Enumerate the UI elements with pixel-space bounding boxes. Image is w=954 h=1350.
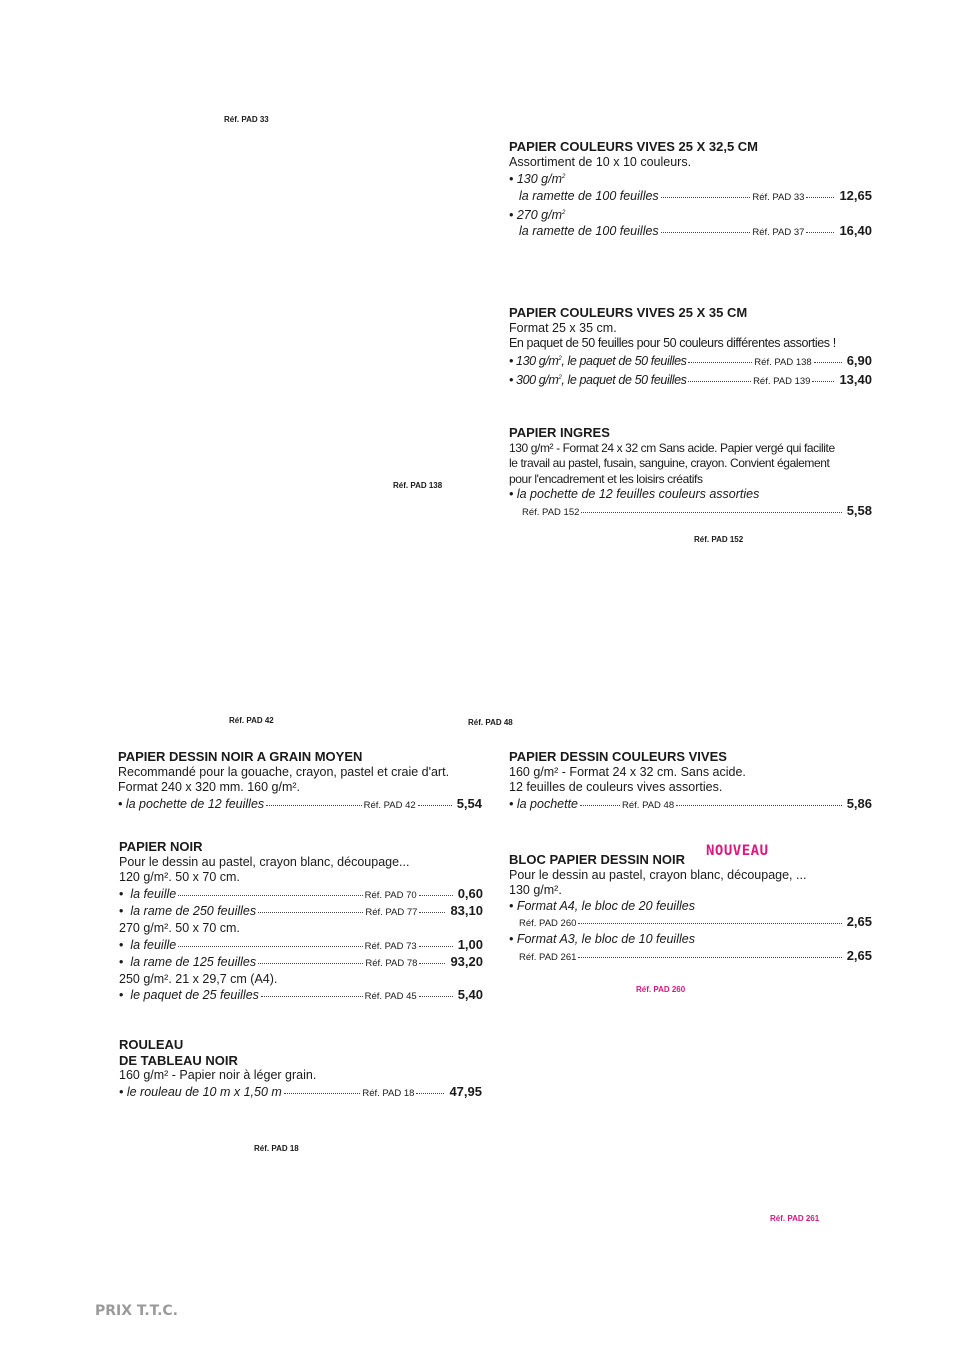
item-ref: Réf. PAD 261 [519,951,577,963]
product-title: PAPIER INGRES [509,425,610,440]
caption-pad42: Réf. PAD 42 [229,716,274,725]
product-description: Format 240 x 320 mm. 160 g/m². [118,780,301,795]
item-label: • Format A3, le bloc de 10 feuilles [509,931,695,946]
caption-pad48: Réf. PAD 48 [468,718,513,727]
item-label: • la pochette [509,796,579,811]
item-label: la ramette de 100 feuilles [519,188,659,203]
item-ref: Réf. PAD 70 [364,889,417,901]
price-row: • la rame de 250 feuilles Réf. PAD 77 83,10 [119,903,483,921]
product-papier-noir [119,839,483,1005]
item-price: 83,10 [450,903,483,919]
caption-pad260: Réf. PAD 260 [636,985,686,994]
item-ref: Réf. PAD 77 [365,907,418,919]
caption-pad261: Réf. PAD 261 [770,1214,820,1223]
item-price: 2,65 [846,947,872,963]
item-ref: Réf. PAD 45 [364,991,417,1003]
caption-pad18: Réf. PAD 18 [254,1144,299,1153]
item-ref: Réf. PAD 138 [754,356,812,368]
price-row [119,1084,482,1102]
price-row: • la feuille Réf. PAD 73 1,00 [119,937,483,955]
product-title: PAPIER NOIR [119,839,203,854]
product-title: PAPIER DESSIN NOIR A GRAIN MOYEN [118,749,363,764]
item-label: la rame de 125 feuilles [130,955,257,970]
price-row [509,503,872,521]
price-row [509,914,872,932]
item-label: • le rouleau de 10 m x 1,50 m [119,1084,282,1099]
product-rouleau-tableau-noir [119,1037,482,1101]
product-bloc-papier-dessin-noir [509,852,872,965]
grammage-line: 250 g/m². 21 x 29,7 cm (A4). [119,971,278,986]
product-description: Recommandé pour la gouache, crayon, pastel et craie d'art. [118,764,450,779]
product-description: 160 g/m² - Format 24 x 32 cm. Sans acide. [509,764,746,779]
item-price: 0,60 [457,885,483,901]
product-title: PAPIER DESSIN COULEURS VIVES [509,749,727,764]
item-price: 6,90 [846,352,872,368]
item-label: la feuille [130,937,177,952]
item-ref: Réf. PAD 73 [364,940,417,952]
caption-pad33: Réf. PAD 33 [224,115,269,124]
product-title: ROULEAU [119,1037,184,1052]
price-row [509,352,872,371]
product-description: Assortiment de 10 x 10 couleurs. [509,154,692,169]
price-row [509,948,872,966]
item-ref: Réf. PAD 33 [752,191,805,203]
item-label: le paquet de 25 feuilles [130,988,259,1003]
item-ref: Réf. PAD 48 [622,799,675,811]
product-title: BLOC PAPIER DESSIN NOIR [509,852,686,867]
item-price: 1,00 [457,936,483,952]
item-ref: Réf. PAD 152 [522,506,580,518]
product-description: le travail au pastel, fusain, sanguine, crayon. Convient également [509,456,830,471]
product-description: 160 g/m² - Papier noir à léger grain. [119,1068,317,1083]
price-row [509,188,872,206]
product-papier-ingres [509,425,872,521]
product-papier-dessin-noir-grain-moyen [118,749,482,813]
item-label: • 300 $g/m^2$, le paquet de 50 feuilles [509,372,687,387]
price-row [509,796,872,814]
grammage-line: • 270 $g/m^2$ [509,207,566,222]
item-label: la rame de 250 feuilles [130,904,257,919]
item-label: • la pochette de 12 feuilles couleurs assorties [509,487,760,502]
nouveau-badge: NOUVEAU [706,843,769,859]
price-row: • le paquet de 25 feuilles Réf. PAD 45 5,40 [119,987,483,1005]
price-row [509,223,872,241]
price-row: • la rame de 125 feuilles Réf. PAD 78 93,20 [119,954,483,972]
product-description: 12 feuilles de couleurs vives assorties. [509,780,723,795]
item-label: • Format A4, le bloc de 20 feuilles [509,898,695,913]
price-row: • la feuille Réf. PAD 70 0,60 [119,886,483,904]
item-ref: Réf. PAD 260 [519,918,577,930]
item-price: 5,86 [846,795,872,811]
product-description: Pour le dessin au pastel, crayon blanc, découpage, ... [509,867,807,882]
product-title: DE TABLEAU NOIR [119,1052,238,1068]
item-label: • 130 $g/m^2$, le paquet de 50 feuilles [509,353,687,368]
item-price: 13,40 [839,371,872,387]
grammage-line: 130 g/m². [509,883,562,898]
product-papier-couleurs-vives-25x35 [509,305,872,389]
price-row [118,796,482,814]
item-ref: Réf. PAD 42 [363,799,416,811]
product-title: PAPIER COULEURS VIVES 25 X 35 CM [509,305,748,320]
product-description: pour l'encadrement et les loisirs créatifs [509,471,703,486]
item-label: la feuille [130,886,177,901]
item-price: 2,65 [846,914,872,930]
grammage-line: • 130 $g/m^2$ [509,172,566,187]
product-description: 130 g/m² - Format 24 x 32 cm Sans acide. Papier vergé qui facilite [509,440,835,455]
item-price: 16,40 [839,223,872,239]
item-ref: Réf. PAD 139 [753,375,811,387]
item-ref: Réf. PAD 18 [362,1087,415,1099]
item-price: 47,95 [449,1083,482,1099]
item-ref: Réf. PAD 37 [752,227,805,239]
item-label: • la pochette de 12 feuilles [118,796,265,811]
footer-prix-ttc: PRIX T.T.C. [95,1303,178,1319]
item-price: 5,54 [456,795,482,811]
product-description: En paquet de 50 feuilles pour 50 couleurs différentes assorties ! [509,336,836,351]
item-label: la ramette de 100 feuilles [519,224,659,239]
product-description: Format 25 x 35 cm. [509,320,617,335]
item-price: 93,20 [450,954,483,970]
item-price: 5,40 [457,987,483,1003]
product-description: Pour le dessin au pastel, crayon blanc, découpage... [119,854,410,869]
price-row [509,371,872,390]
product-papier-couleurs-vives-25x32 [509,139,872,241]
item-price: 5,58 [846,502,872,518]
item-price: 12,65 [839,187,872,203]
grammage-line: 270 g/m². 50 x 70 cm. [119,920,240,935]
caption-pad152: Réf. PAD 152 [694,535,744,544]
product-title: PAPIER COULEURS VIVES 25 X 32,5 CM [509,139,758,154]
item-ref: Réf. PAD 78 [365,958,418,970]
caption-pad138: Réf. PAD 138 [393,481,443,490]
product-papier-dessin-couleurs-vives [509,749,872,813]
grammage-line: 120 g/m². 50 x 70 cm. [119,870,240,885]
